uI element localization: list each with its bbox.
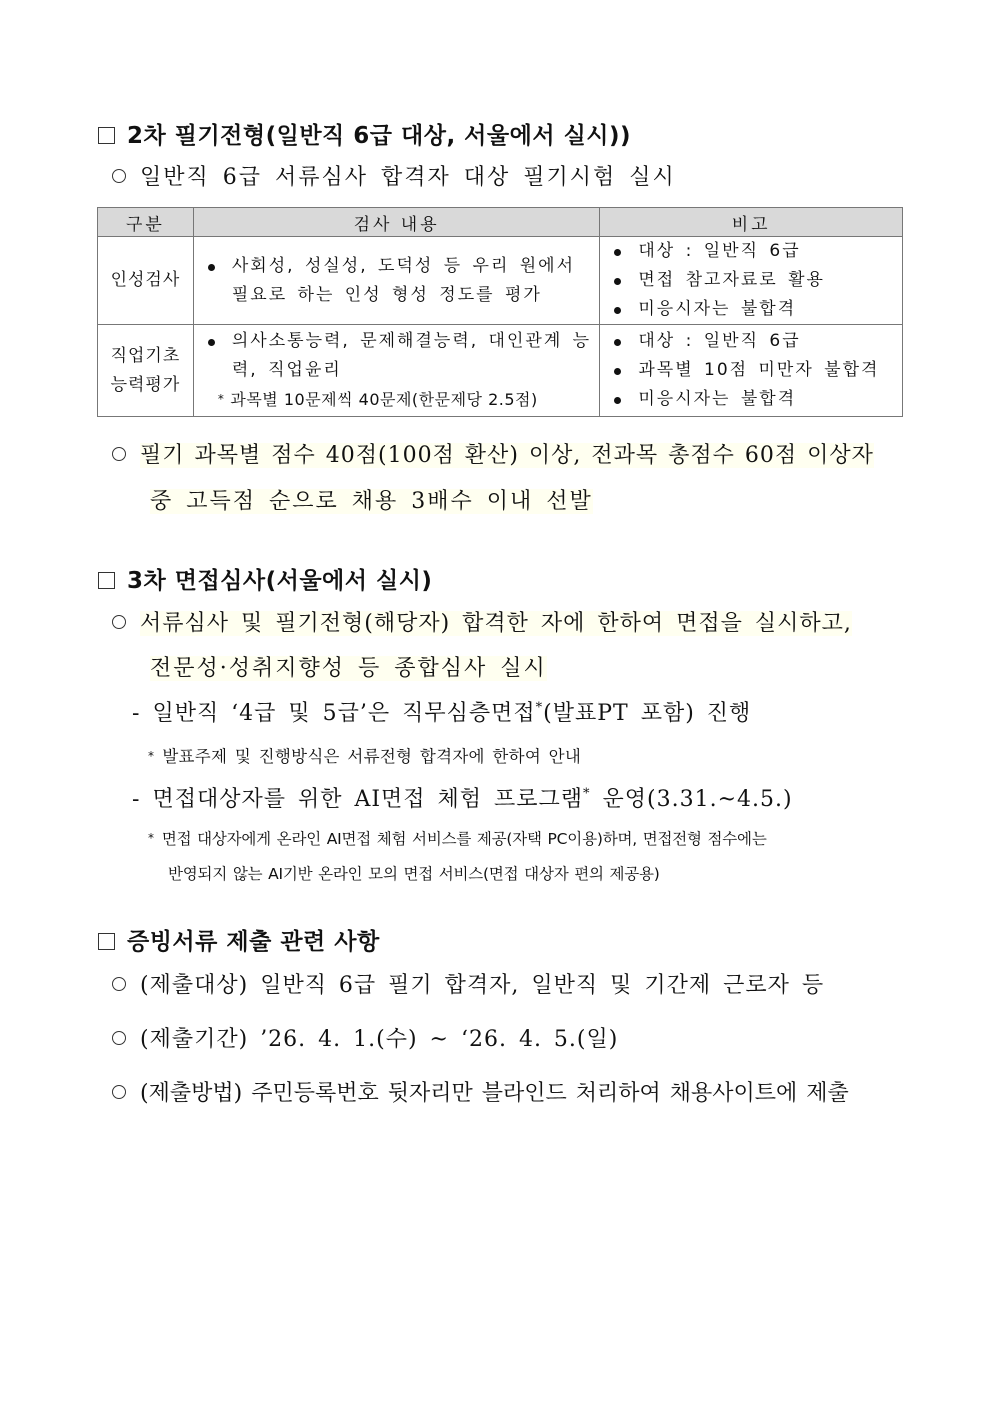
remark-bullet: 과목별 10점 미만자 불합격 [600, 356, 902, 385]
row-remarks [600, 237, 903, 325]
documents-item-method [112, 1076, 849, 1107]
written-exam-table [97, 207, 903, 417]
asterisk-icon: * [148, 749, 155, 763]
remark-bullet: 미응시자는 불합격 [600, 295, 902, 324]
item-text: 일반직 6급 필기 합격자, 일반직 및 기간제 근로자 등 [260, 973, 825, 998]
content-bullet: 사회성, 성실성, 도덕성 등 우리 원에서 필요로 하는 인성 형성 정도를 평가 [194, 252, 599, 310]
section-heading-interview [98, 562, 432, 595]
intro-text: 일반직 6급 서류심사 합격자 대상 필기시험 실시 [140, 165, 676, 190]
selection-criteria-cont [150, 484, 593, 515]
item-text: 면접대상자를 위한 AI면접 체험 프로그램 [152, 787, 584, 812]
note-text: 반영되지 않는 AI기반 온라인 모의 면접 서비스(면접 대상자 편의 제공용) [168, 865, 660, 883]
asterisk-icon: * [148, 831, 154, 845]
intro-text: 서류심사 및 필기전형(해당자) 합격한 자에 한하여 면접을 실시하고, [140, 611, 852, 636]
category-line: 직업기초 [110, 345, 181, 366]
asterisk-icon: * [583, 786, 591, 802]
hollow-circle-icon [112, 1085, 126, 1099]
row-category: 인성검사 [98, 237, 194, 325]
remark-bullet: 미응시자는 불합격 [600, 385, 902, 414]
checkbox-square-icon [98, 572, 115, 589]
table-row [98, 237, 903, 325]
note-text: 면접 대상자에게 온라인 AI면접 체험 서비스를 제공(자택 PC이용)하며, 면접전형 점수에는 [161, 830, 767, 848]
section-title: 증빙서류 제출 관련 사항 [127, 929, 380, 955]
criteria-text: 중 고득점 순으로 채용 3배수 이내 선발 [150, 489, 593, 514]
item-text: (발표PT 포함) 진행 [543, 701, 752, 726]
item-label: (제출기간) [140, 1027, 249, 1052]
remark-bullet: 대상 : 일반직 6급 [600, 237, 902, 266]
table-header-row [98, 208, 903, 237]
hollow-circle-icon [112, 1031, 126, 1045]
row-category [98, 325, 194, 417]
interview-note-2-cont [168, 862, 660, 884]
checkbox-square-icon [98, 127, 115, 144]
interview-intro-cont [150, 651, 547, 682]
selection-criteria [112, 438, 874, 469]
section-heading-written-exam [98, 117, 631, 150]
row-content [193, 325, 599, 417]
dash-marker: - [132, 787, 141, 812]
item-text: 일반직 ‘4급 및 5급’은 직무심층면접 [152, 701, 536, 726]
interview-intro [112, 606, 852, 637]
section-title: 2차 필기전형(일반직 6급 대상, 서울에서 실시)) [127, 123, 632, 149]
note-text: 발표주제 및 진행방식은 서류전형 합격자에 한하여 안내 [162, 747, 582, 766]
category-line: 능력평가 [110, 374, 181, 395]
item-text: 운영(3.31.~4.5.) [590, 787, 793, 812]
section-title: 3차 면접심사(서울에서 실시) [127, 568, 433, 594]
criteria-text: 필기 과목별 점수 40점(100점 환산) 이상, 전과목 총점수 60점 이상자 [140, 443, 874, 468]
hollow-circle-icon [112, 447, 126, 461]
remark-bullet: 면접 참고자료로 활용 [600, 266, 902, 295]
hollow-circle-icon [112, 615, 126, 629]
documents-item-target [112, 968, 824, 999]
col-header-remarks: 비고 [600, 208, 903, 237]
note-text: 과목별 10문제씩 40문제(한문제당 2.5점) [230, 390, 538, 409]
asterisk-icon: * [535, 700, 544, 716]
hollow-circle-icon [112, 977, 126, 991]
hollow-circle-icon [112, 169, 126, 183]
documents-item-period [112, 1022, 618, 1053]
asterisk-icon: * [217, 392, 225, 406]
col-header-category: 구분 [98, 208, 194, 237]
row-content [193, 237, 599, 325]
section-heading-documents [98, 923, 380, 956]
item-label: (제출방법) [140, 1081, 243, 1106]
item-text: ’26. 4. 1.(수) ~ ‘26. 4. 5.(일) [260, 1027, 619, 1052]
col-header-content: 검사 내용 [193, 208, 599, 237]
checkbox-square-icon [98, 933, 115, 950]
interview-note-2 [148, 827, 767, 849]
interview-note-1 [148, 743, 581, 767]
written-exam-intro [112, 160, 676, 191]
remark-bullet: 대상 : 일반직 6급 [600, 327, 902, 356]
content-bullet: 의사소통능력, 문제해결능력, 대인관계 능력, 직업윤리 [194, 327, 599, 385]
interview-item-ai [132, 782, 793, 813]
content-note [194, 385, 599, 414]
interview-item-grade45 [132, 696, 751, 727]
dash-marker: - [132, 701, 141, 726]
intro-text: 전문성·성취지향성 등 종합심사 실시 [150, 656, 547, 681]
item-label: (제출대상) [140, 973, 249, 998]
item-text: 주민등록번호 뒷자리만 블라인드 처리하여 채용사이트에 제출 [251, 1081, 849, 1106]
row-remarks [600, 325, 903, 417]
table-row [98, 325, 903, 417]
